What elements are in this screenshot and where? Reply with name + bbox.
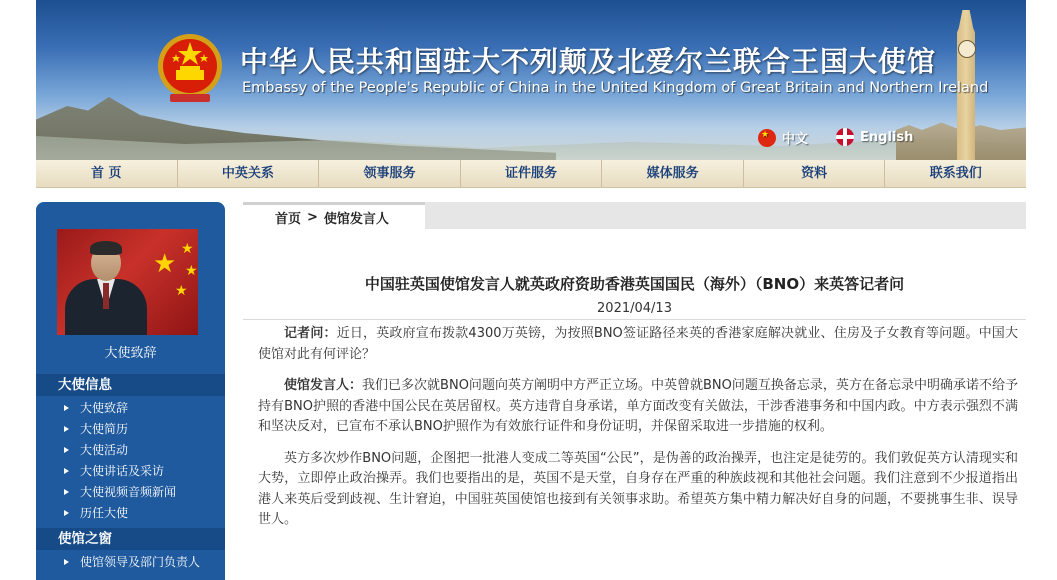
embassy-title-english: Embassy of the People's Republic of China in the United Kingdom of Great Britain and Northern Ireland [242,80,989,96]
language-chinese-label: 中文 [782,132,809,147]
clock-face [958,40,976,58]
sidebar-item-embassy-leaders[interactable]: 使馆领导及部门负责人 [36,552,225,573]
article-title: 中国驻英国使馆发言人就英政府资助香港英国国民（海外）（BNO）来英答记者问 [364,275,905,293]
flag-star-icon: ★ [175,283,188,299]
sidebar-item-former-ambassadors[interactable]: 历任大使 [36,503,225,524]
paragraph-text: 我们已多次就BNO问题向英方阐明中方严正立场。中英曾就BNO问题互换备忘录，英方在备忘录中明确承诺不给予持有BNO护照的香港中国公民在英居留权。英方违背自身承诺，单方面改变有关做法，干涉香港事务和中国内政。中方表示强烈不满和坚决反对，已宣布不承认BNO护照作为有效旅行证件和身份证明，并保留采取进一步措施的权利。 [258,378,1018,434]
breadcrumb-home-link[interactable]: 首页 [275,211,302,227]
breadcrumb-separator: > [307,209,318,225]
language-chinese-link[interactable] [758,128,808,147]
language-english-label: English [860,129,914,145]
flag-star-icon: ★ [153,249,177,279]
paragraph-text: 近日，英政府宣布拨款4300万英镑，为按照BNO签证路径来英的香港家庭解决就业、住房及子女教育等问题。中国大使馆对此有何评论？ [258,326,1018,362]
article-date: 2021/04/13 [597,301,672,316]
triangle-right-icon [64,510,69,516]
sidebar-item-video-audio-news[interactable]: 大使视频音频新闻 [36,482,225,503]
sidebar-section-ambassador-info: 大使信息 [36,374,225,396]
header-banner [36,0,1026,160]
sidebar-item-ambassador-remarks[interactable]: 大使致辞 [36,398,225,419]
breadcrumb-current-link[interactable]: 使馆发言人 [323,211,389,227]
main-navigation [36,160,1026,188]
flag-star-icon: ★ [185,263,198,279]
triangle-right-icon [64,468,69,474]
paragraph-speaker: 使馆发言人： [284,378,363,393]
flag-star-icon: ★ [181,241,194,257]
nav-home[interactable]: 首 页 [36,160,178,187]
sidebar-item-speeches-interviews[interactable]: 大使讲话及采访 [36,461,225,482]
sidebar-item-ambassador-resume[interactable]: 大使简历 [36,419,225,440]
sidebar-list-embassy [36,552,225,573]
triangle-right-icon [64,489,69,495]
triangle-right-icon [64,426,69,432]
breadcrumb-bar [243,202,1026,229]
triangle-right-icon [64,559,69,565]
sidebar-list-ambassador [36,398,225,524]
embassy-title-chinese: 中华人民共和国驻大不列颠及北爱尔兰联合王国大使馆 [240,45,937,78]
paragraph-text: 英方多次炒作BNO问题，企图把一批港人变成二等英国“公民”，是伪善的政治操弄，也注定是徒劳的。我们敦促英方认清现实和大势，立即停止政治操弄。我们也要指出的是，英国不是天堂，自身存在严重的种族歧视和其他社会问题。我们注意到不少报道指出港人来英后受到歧视、生计窘迫，中国驻英国使馆也接到有关领事求助。希望英方集中精力解决好自身的问题，不要挑事生非、误导世人。 [258,450,1018,527]
triangle-right-icon [64,447,69,453]
article-paragraph [258,449,1018,531]
national-emblem-icon [156,32,224,104]
nav-media-services[interactable]: 媒体服务 [602,160,744,187]
sidebar-item-ambassador-activities[interactable]: 大使活动 [36,440,225,461]
ambassador-tie [103,283,109,309]
language-english-link[interactable] [836,128,913,146]
ambassador-photo[interactable] [57,229,198,335]
china-flag-icon [758,129,776,147]
article-paragraph [258,324,1018,365]
article-body [258,324,1018,542]
nav-document-services[interactable]: 证件服务 [461,160,603,187]
nav-china-uk-relations[interactable]: 中英关系 [178,160,320,187]
photo-caption-link[interactable]: 大使致辞 [104,346,157,361]
nav-contact-us[interactable]: 联系我们 [929,166,982,181]
ambassador-hair [90,241,122,255]
sidebar [36,202,225,580]
nav-resources[interactable]: 资料 [744,160,886,187]
article-paragraph [258,376,1018,438]
paragraph-speaker: 记者问： [284,326,337,341]
title-divider [243,319,1026,320]
sidebar-section-embassy-window: 使馆之窗 [36,528,225,550]
uk-flag-icon [836,128,854,146]
triangle-right-icon [64,405,69,411]
nav-consular-services[interactable]: 领事服务 [319,160,461,187]
breadcrumb [243,202,425,229]
